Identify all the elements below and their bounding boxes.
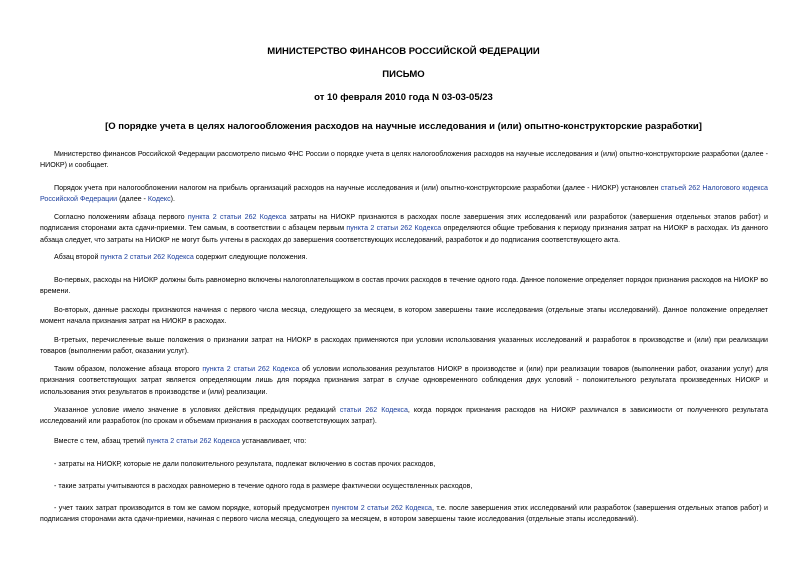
paragraph-text: Вместе с тем, абзац третий <box>54 437 147 445</box>
link-clause-2-article-262[interactable]: пункта 2 статьи 262 Кодекса <box>346 224 442 233</box>
paragraph-text: - затраты на НИОКР, которые не дали положительного результата, подлежат включению в состав прочих расходов, <box>54 460 436 468</box>
paragraph-10 <box>40 436 768 447</box>
ministry-title: МИНИСТЕРСТВО ФИНАНСОВ РОССИЙСКОЙ ФЕДЕРАЦИИ <box>267 46 540 57</box>
paragraph-4 <box>40 252 768 263</box>
paragraph-text: устанавливает, что: <box>240 437 307 445</box>
link-clause-2-article-262[interactable]: пункта 2 статьи 262 Кодекса <box>100 253 194 261</box>
link-clause-2-article-262[interactable]: пункта 2 статьи 262 Кодекса <box>146 437 241 445</box>
paragraph-text: В-третьих, перечисленные выше положения о признании затрат на НИОКР в расходах применяются при условии использования указанных исследований и разработок в производстве и (или) при реализации товаров (выполнении работ, оказании услуг). <box>40 336 768 356</box>
link-clause-2-article-262[interactable]: пунктом 2 статьи 262 Кодекса <box>331 504 432 512</box>
paragraph-text: содержит следующие положения. <box>193 253 308 261</box>
paragraph-text: , т.е. после завершения этих исследований или разработок (завершения отдельных этапов работ) и подписания сторонами акта сдачи-приемки, начиная с первого числа месяца, следующего за месяцем, в котором завершены такие исследования (отдельные этапы исследований). <box>40 504 768 524</box>
paragraph-text: - учет таких затрат производится в том же самом порядке, который предусмотрен <box>54 504 332 512</box>
paragraph-text: Согласно положениям абзаца первого <box>54 213 188 221</box>
paragraph-text: об условии использования результатов НИОКР в производстве и (или) при реализации товаров (выполнении работ, оказании услуг) для признания соответствующих затрат является определяющим лишь для порядка признания затрат в случае одновременного соблюдения двух условий - положительного результата произведенных НИОКР и использования этих результатов в производстве и (или) реализации. <box>40 365 768 396</box>
document-date-number: от 10 февраля 2010 года N 03-03-05/23 <box>314 92 493 103</box>
paragraph-3 <box>40 212 768 246</box>
paragraph-text: Указанное условие имело значение в условиях действия предыдущих редакций <box>54 406 340 414</box>
paragraph-text: затраты на НИОКР признаются в расходах после завершения этих исследований или разработок (завершения отдельных этапов работ) и подписания сторонами акта сдачи-приемки. Тем самым, в соответствии с абзацем первым <box>40 213 768 233</box>
link-clause-2-article-262[interactable]: пункта 2 статьи 262 Кодекса <box>202 365 300 373</box>
link-article-262-tax-code[interactable]: статьей 262 Налогового кодекса Российской Федерации <box>40 184 768 204</box>
link-clause-2-article-262[interactable]: пункта 2 статьи 262 Кодекса <box>187 213 287 221</box>
paragraph-7 <box>40 335 768 358</box>
link-article-262[interactable]: статьи 262 Кодекса <box>339 406 408 414</box>
paragraph-5 <box>40 275 768 298</box>
document-type: ПИСЬМО <box>382 69 425 80</box>
paragraph-text: Порядок учета при налогообложении налогом на прибыль организаций расходов на научные исследования и (или) опытно-конструкторские разработки (далее - НИОКР) установлен <box>54 184 661 192</box>
paragraph-text: определяются общие требования к периоду признания затрат на НИОКР в расходах. Из данного абзаца следует, что затраты на НИОКР не могут быть учтены в расходах до завершения соответствующих исследований, разработок и до подписания соответствующего акта. <box>40 224 768 244</box>
paragraph-text: Во-первых, расходы на НИОКР должны быть равномерно включены налогоплательщиком в состав прочих расходов в течение одного года. Данное положение определяет порядок признания расходов на НИОКР во времени. <box>40 276 768 296</box>
list-item-3 <box>40 503 768 526</box>
paragraph-8 <box>40 364 768 398</box>
list-item-2 <box>40 481 768 492</box>
paragraph-6 <box>40 305 768 328</box>
paragraph-text: Абзац второй <box>54 253 101 261</box>
paragraph-text: Таким образом, положение абзаца второго <box>54 365 203 373</box>
paragraph-9 <box>40 405 768 428</box>
paragraph-text: , когда порядок признания расходов на НИОКР различался в зависимости от полученного результата исследований или разработок (по срокам и объемам признания в расходах соответствующих затрат). <box>40 406 769 426</box>
document-subject: [О порядке учета в целях налогообложения расходов на научные исследования и (или) опытно-конструкторские разработки] <box>105 121 702 132</box>
link-code[interactable]: Кодекс <box>147 195 171 204</box>
paragraph-text: Во-вторых, данные расходы признаются начиная с первого числа месяца, следующего за месяцем, в котором завершены такие исследования (отдельные этапы исследований). Данное положение определяет момент начала признания затрат на НИОКР в расходах. <box>40 306 768 326</box>
paragraph-2 <box>40 183 768 206</box>
paragraph-text: ). <box>170 195 175 204</box>
paragraph-text: - такие затраты учитываются в расходах равномерно в течение одного года в размере фактически осуществленных расходов, <box>54 482 473 490</box>
paragraph-1 <box>40 149 768 172</box>
paragraph-text: (далее - <box>117 195 148 204</box>
paragraph-text: Министерство финансов Российской Федерации рассмотрело письмо ФНС России о порядке учета в целях налогообложения расходов на научные исследования и (или) опытно-конструкторские разработки (далее - НИОКР) и сообщает. <box>40 150 768 170</box>
list-item-1 <box>40 459 768 470</box>
